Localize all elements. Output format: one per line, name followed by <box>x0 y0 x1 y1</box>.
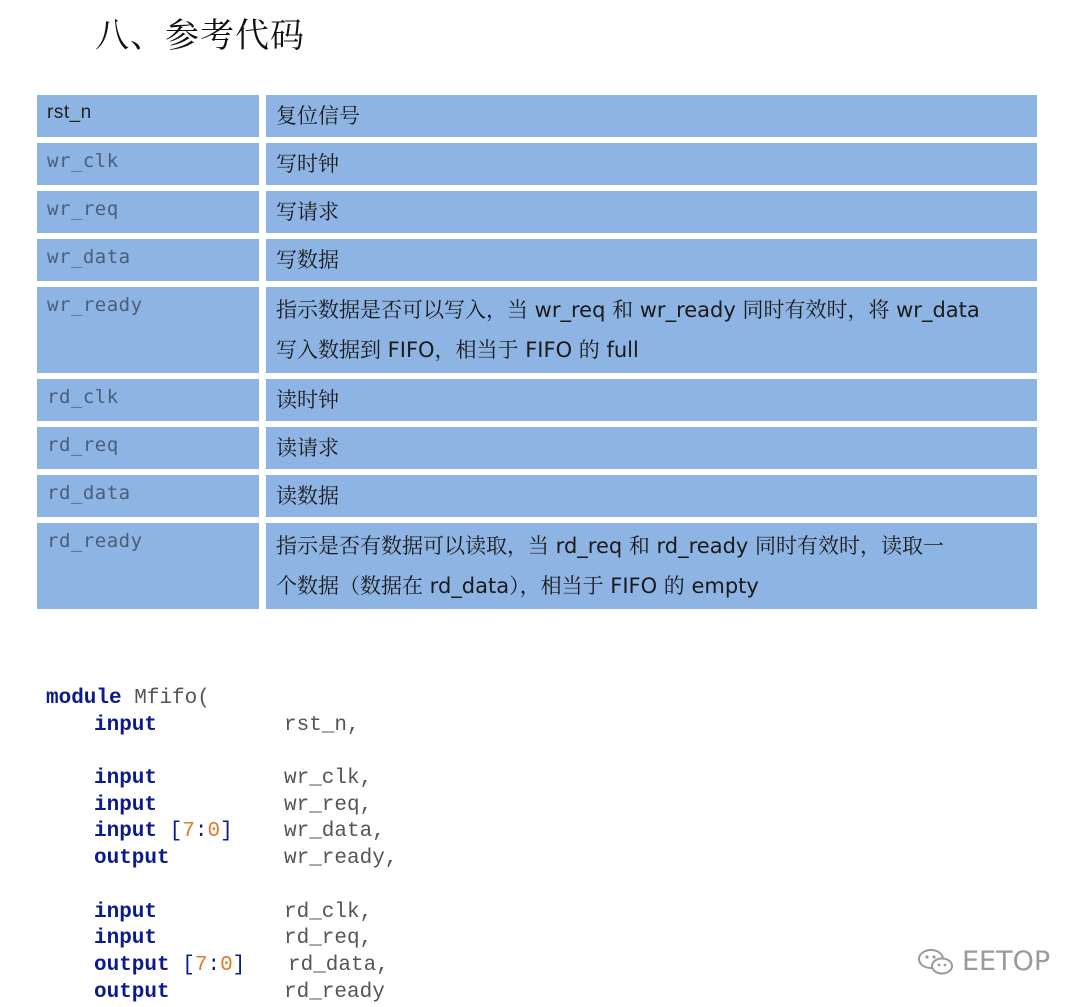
port-direction: output <box>94 953 170 977</box>
port-direction: input <box>94 927 158 951</box>
port-direction: input <box>94 713 158 737</box>
port-name: rd_clk, <box>284 900 373 924</box>
signal-row <box>37 191 1037 233</box>
watermark-text: EETOP <box>962 946 1051 977</box>
signal-description <box>266 239 1037 281</box>
signal-name: rd_clk <box>37 379 259 421</box>
description-line: 读请求 <box>276 436 339 460</box>
signal-row <box>37 143 1037 185</box>
port-name: rd_data, <box>288 953 389 977</box>
description-line: 读时钟 <box>276 388 339 412</box>
signal-table <box>37 95 1037 615</box>
port-name: wr_ready, <box>284 847 398 871</box>
port-name: wr_data, <box>284 820 385 844</box>
signal-description <box>266 191 1037 233</box>
code-line <box>46 819 385 846</box>
port-direction: input <box>94 767 158 791</box>
code-line <box>46 953 389 980</box>
description-line: 指示数据是否可以写入，当 wr_req 和 wr_ready 同时有效时，将 wr_data <box>276 298 980 322</box>
code-block <box>46 686 398 1006</box>
section-heading: 八、参考代码 <box>95 16 305 56</box>
code-line <box>46 846 398 873</box>
port-range: [7:0] <box>169 820 233 844</box>
port-range: [7:0] <box>182 953 246 977</box>
port-direction: input <box>94 900 158 924</box>
signal-row <box>37 475 1037 517</box>
port-direction: output <box>94 847 170 871</box>
port-name: wr_clk, <box>284 767 373 791</box>
port-name: rst_n, <box>284 713 360 737</box>
signal-row <box>37 95 1037 137</box>
signal-description <box>266 427 1037 469</box>
signal-description <box>266 143 1037 185</box>
module-name: Mfifo( <box>134 687 210 710</box>
signal-name: wr_req <box>37 191 259 233</box>
description-line: 写时钟 <box>276 152 339 176</box>
code-line <box>46 766 373 793</box>
signal-description <box>266 379 1037 421</box>
signal-name: wr_ready <box>37 287 259 373</box>
signal-description <box>266 95 1037 137</box>
description-line: 写请求 <box>276 200 339 224</box>
signal-description <box>266 475 1037 517</box>
signal-name: rd_data <box>37 475 259 517</box>
signal-row <box>37 379 1037 421</box>
port-name: wr_req, <box>284 793 373 817</box>
signal-name: rd_req <box>37 427 259 469</box>
signal-name: rst_n <box>37 95 259 137</box>
code-line <box>46 926 373 953</box>
description-line: 写入数据到 FIFO，相当于 FIFO 的 full <box>276 338 639 362</box>
signal-name: wr_clk <box>37 143 259 185</box>
signal-description <box>266 287 1037 373</box>
description-line: 指示是否有数据可以读取，当 rd_req 和 rd_ready 同时有效时，读取一 <box>276 534 945 558</box>
wechat-icon <box>916 947 956 977</box>
description-line: 读数据 <box>276 484 339 508</box>
description-line: 复位信号 <box>276 104 360 128</box>
port-direction: input <box>94 820 158 844</box>
code-line <box>46 713 360 740</box>
signal-row <box>37 523 1037 609</box>
port-direction: input <box>94 793 158 817</box>
port-name: rd_ready <box>284 980 385 1004</box>
description-line: 个数据（数据在 rd_data），相当于 FIFO 的 empty <box>276 574 759 598</box>
code-line <box>46 873 245 900</box>
signal-description <box>266 523 1037 609</box>
description-line: 写数据 <box>276 248 339 272</box>
signal-row <box>37 427 1037 469</box>
signal-name: wr_data <box>37 239 259 281</box>
signal-row <box>37 239 1037 281</box>
code-line <box>46 739 245 766</box>
code-line <box>46 900 373 927</box>
signal-row <box>37 287 1037 373</box>
port-name: rd_req, <box>284 927 373 951</box>
code-line <box>46 686 245 713</box>
watermark <box>916 946 1050 977</box>
port-direction: output <box>94 980 170 1004</box>
code-line <box>46 793 373 820</box>
code-line <box>46 980 385 1007</box>
module-keyword: module <box>46 687 122 710</box>
signal-name: rd_ready <box>37 523 259 609</box>
